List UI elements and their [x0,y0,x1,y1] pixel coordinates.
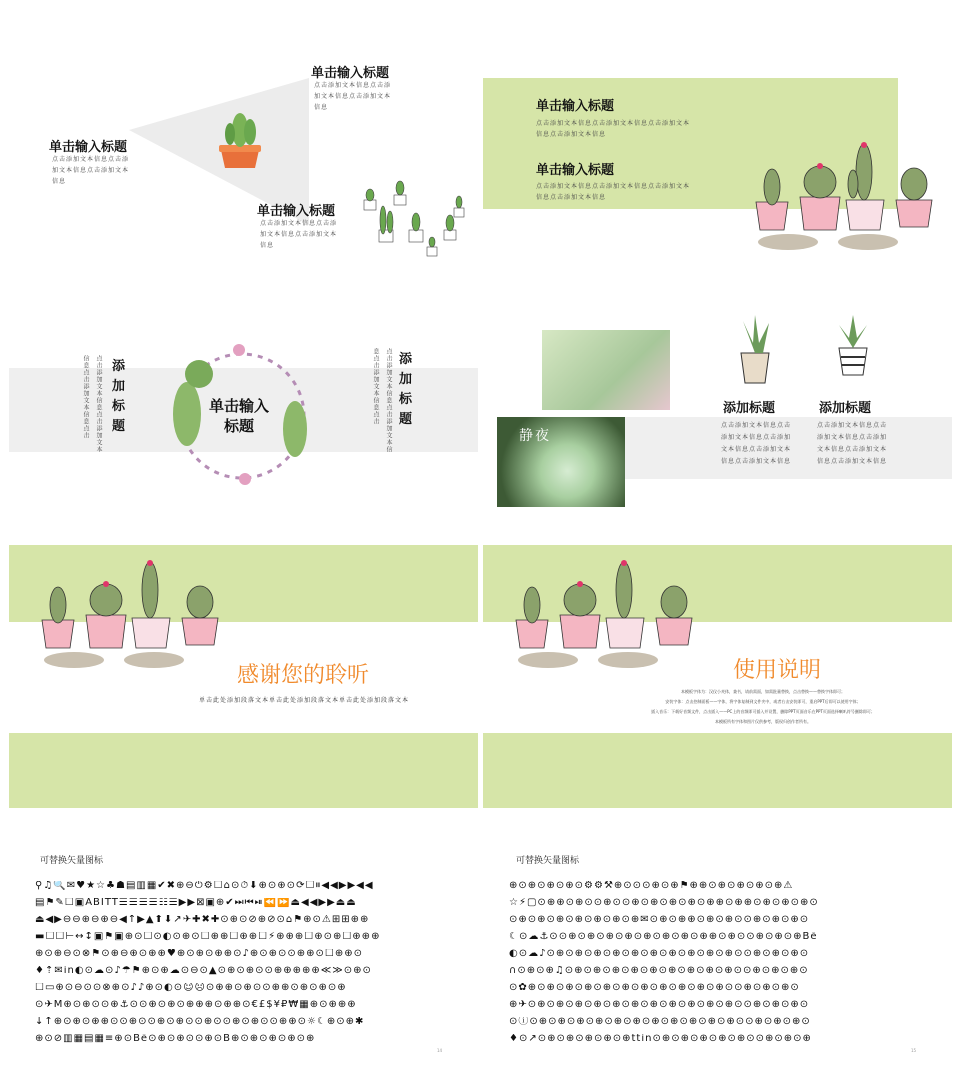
slide-5 [9,545,478,808]
slide2-body-1: 点击添加文本信息点击添加文本信息点击添加文本信息点击添加文本信息 [536,120,691,138]
photo-caption: 静夜 [519,428,551,444]
slide3-right-title: 添加标题 [399,352,413,427]
slide4-body-right: 点击添加文本信息点击添加文本信息点击添加文本信息点击添加文本信息点击添加文本信息 [817,422,888,465]
pink-pot-cacti-illustration [508,560,708,670]
usage-line: 本模板所有字体和图片仅供参考，版权归创作者所有。 [715,719,811,724]
slide-3 [9,310,478,573]
succulent-photo-2 [497,417,625,507]
icon-row: ∩⊙⊕⊙⊕♫⊙⊕⊙⊕⊙⊕⊙⊕⊙⊕⊙⊕⊙⊕⊙⊕⊙⊕⊙⊙⊕⊙⊕⊙⊕⊙ [509,966,809,976]
slide-7 [9,813,478,1073]
green-bottom-band [483,733,952,808]
page-number: 15 [911,1048,917,1053]
slide3-left-body: 点击添加文本信息点击添加文本信息点击添加文本信息点击 [82,355,102,453]
icon-row: ☐▭⊕⊙⊖⊙⊙⊗⊕⊙♪♪⊕⊙◐⊙☺☹⊙⊕⊕⊙⊕⊙⊙⊕⊕⊙⊕⊙⊕⊙⊕ [35,983,347,993]
slide3-center-title: 单击输入标题 [208,397,269,435]
icon-row: ▤⚑✎☐▣ABITT☰☰☰☰☷☰▶▶⊠▣⊕✔⏭⏮⏯⏪⏩⏏◀◀▶▶⏏⏏ [35,898,357,908]
page-number: 14 [437,1048,443,1053]
slide5-subtitle: 单击此处添加段落文本单击此处添加段落文本单击此处添加段落文本 [199,697,410,704]
icon-row: ⊙⊕⊙⊕⊙⊕⊙⊕⊙⊕⊙⊕⊙⊕✉⊙⊕⊙⊕⊕⊙⊕⊙⊕⊙⊙⊕⊙⊕⊙⊕⊙ [509,915,810,925]
icon-row: ♦⊙↗⊙⊕⊙⊕⊙⊕⊙⊕⊙⊕ttin⊙⊕⊙⊕⊙⊕⊙⊕⊙⊕⊙⊙⊕⊙⊕⊙⊕ [509,1034,812,1044]
slide4-title-left: 添加标题 [723,401,776,416]
icon-row: ☆⚡▢⊙⊕⊕⊙⊕⊙⊙⊕⊙⊙⊕⊙⊕⊙⊕⊙⊕⊙⊕⊕⊙⊕⊕⊙⊕⊙⊕⊙⊕⊙ [509,898,819,908]
icons-heading: 可替换矢量图标 [40,856,104,866]
icon-row: ⊙ⓘ⊙⊕⊙⊕⊙⊕⊙⊕⊙⊕⊙⊕⊙⊕⊙⊕⊙⊕⊙⊕⊙⊕⊙⊙⊕⊙⊕⊙⊕⊙ [509,1017,811,1027]
slide-8 [483,813,952,1073]
thanks-title: 感谢您的聆听 [237,663,370,688]
icon-row: ⊕⊙⊕⊖⊙⊗⚑⊙⊕⊖⊕⊙⊕⊕♥⊕⊙⊕⊙⊕⊕⊙♪⊕⊙⊕⊙⊙⊕⊕⊙☐⊕⊕⊙ [35,949,364,959]
slide-4 [483,310,952,573]
icon-row: ☾⊙☁⚓⊙⊙⊕⊙⊕⊙⊕⊙⊕⊙⊕⊙⊕⊙⊕⊙⊕⊕⊙⊕⊙⊙⊕⊙⊕⊙⊕Bē [509,932,818,942]
icon-row: ⊕✈⊙⊕⊙⊕⊙⊕⊙⊕⊙⊕⊙⊕⊙⊕⊙⊕⊙⊕⊙⊕⊙⊕⊙⊙⊕⊙⊕⊙⊕⊙ [509,1000,810,1010]
icon-row: ⏏◀▶⊖⊖⊕⊖⊕⊖◀↑▶▲⬆⬇↗✈✚✖✚⊙⊕⊙⊘⊕⊘⊙⌂⚑⊕⊙⚠⊞⊞⊕⊕ [35,915,370,925]
small-cactus-group-illustration [364,181,464,256]
usage-instructions [623,687,903,727]
slide1-body-left: 点击添加文本信息点击添加文本信息点击添加文本信息 [52,156,130,185]
usage-line: 本模板字体为：汉仪小麦体，兼书，请前需面，如需批量替换，点击替换——替换字体即可； [681,689,845,694]
slide1-title-bottom: 单击输入标题 [257,204,336,219]
slide4-title-right: 添加标题 [819,401,872,416]
icon-row: ♦⇡✉in◐⊙☁⊙♪☂⚑⊕⊙⊕☁⊙⊖⊙▲⊙⊕⊙⊕⊙⊙⊕⊕⊕⊕⊕≪≫⊙⊕⊙ [35,966,372,976]
icon-row: ◐⊙☁♪⊙⊕⊙⊕⊙⊕⊙⊕⊙⊕⊙⊕⊙⊕⊙⊕⊙⊕⊙⊕⊙⊙⊕⊙⊕⊙⊕⊙ [509,949,810,959]
slide2-body-2: 点击添加文本信息点击添加文本信息点击添加文本信息点击添加文本信息 [536,183,691,201]
icon-grid [509,881,929,1046]
icon-row: ⊙✿⊕⊙⊕⊙⊕⊙⊕⊙⊕⊙⊕⊙⊕⊙⊕⊙⊕⊙⊕⊙⊕⊙⊙⊕⊙⊕⊙⊕⊙ [509,983,800,993]
usage-title: 使用说明 [733,658,822,683]
pink-pot-cacti-illustration [748,142,948,252]
slide-6 [483,545,952,808]
slide1-body-bottom: 点击添加文本信息点击添加文本信息点击添加文本信息 [260,220,338,249]
pink-pot-cacti-illustration [34,560,234,670]
icon-row: ⊕⊙⊘▥▦▤▦≡⊕⊙Bē⊙⊕⊙⊕⊙⊙⊕⊙B⊕⊙⊕⊙⊕⊙⊕⊙⊕ [35,1034,316,1044]
green-bottom-band [9,733,478,808]
slide3-right-body: 点击添加文本信息点击添加文本信息点击添加文本信息点击 [372,348,392,453]
slide2-title-1: 单击输入标题 [536,99,615,114]
succulent-photo-1 [542,330,670,410]
slide2-title-2: 单击输入标题 [536,163,615,178]
slide-2 [483,50,952,313]
slide1-body-top: 点击添加文本信息点击添加文本信息点击添加文本信息 [314,82,392,111]
icon-row: ↓↑⊕⊙⊕⊙⊕⊕⊙⊙⊕⊙⊙⊕⊙⊕⊙⊙⊕⊙⊙⊕⊙⊕⊙⊙⊕⊕⊙☼☾⊕⊙⊕✱ [35,1017,365,1027]
icon-row: ⊕⊙⊕⊙⊕⊙⊕⊙⚙⚙⚒⊕⊙⊙⊙⊕⊙⊕⚑⊕⊕⊙⊕⊙⊕⊙⊕⊙⊕⚠ [509,881,794,891]
succulent-pots-illustration [723,313,943,388]
icon-row: ⊙✈M⊕⊙⊕⊙⊙⊕⚓⊙⊙⊕⊙⊕⊙⊕⊕⊕⊙⊕⊕⊙€£$¥₽₩▦⊕⊙⊕⊕⊕ [35,1000,357,1010]
usage-line: 安装字体：点击控制面板——字体，将字体复制到文件夹中，或者右击安装即可，重启PPT后即可以使用字体； [665,699,861,704]
slide3-left-title: 添加标题 [112,359,126,434]
slide4-body-left: 点击添加文本信息点击添加文本信息点击添加文本信息点击添加文本信息点击添加文本信息 [721,422,792,465]
icon-row: ▬☐☐⊢↔↕▣⚑▣⊕⊙☐⊙◐⊙⊕⊙☐⊕⊕☐⊕⊕☐⚡⊕⊕⊕☐⊕⊙⊕☐⊕⊕⊕ [35,932,381,942]
slide1-title-top: 单击输入标题 [311,66,390,81]
slide1-title-left: 单击输入标题 [49,140,128,155]
usage-line: 插入音乐：下载好音频文件，点击插入——PC上的音频即可插入并设置，删除PPT页面音乐在PPT页面选择喇叭符号删除即可； [651,709,875,714]
icon-grid [35,881,455,1046]
icon-row: ⚲♫🔍✉♥★☆♣☗▤▥▦✔✖⊕⊖⏻⚙☐⌂⊙⏱⬇⊕⊙⊕⊙⟳☐⏸◀◀▶▶◀◀ [35,881,374,891]
slide-1 [9,50,478,313]
icons-heading: 可替换矢量图标 [516,856,580,866]
